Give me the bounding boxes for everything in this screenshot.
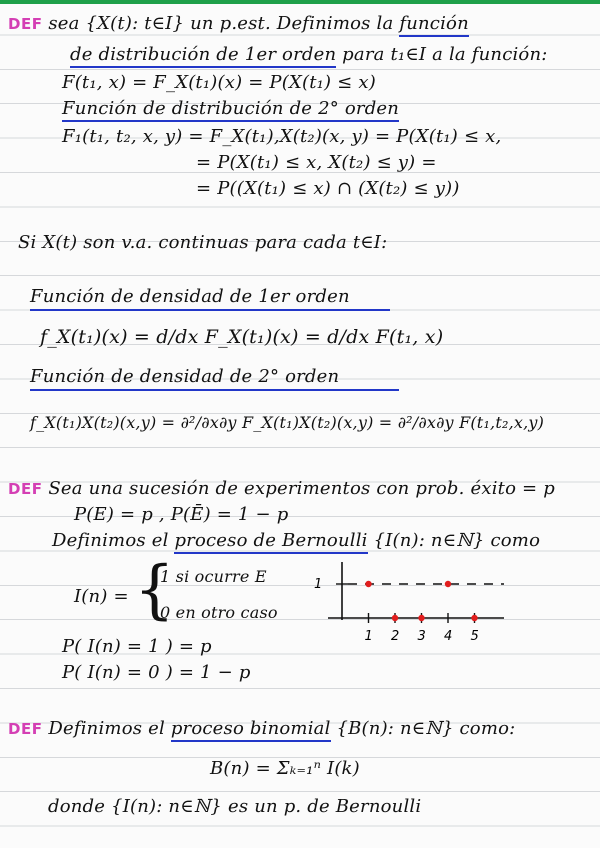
data-point — [365, 581, 371, 587]
underlined-term: proceso de Bernoulli — [174, 530, 367, 554]
heading-cdf-2 — [62, 98, 399, 120]
formula-binomial: B(n) = Σₖ₌₁ⁿ I(k) — [210, 758, 360, 779]
formula-cdf-2-line-1: F₁(t₁, t₂, x, y) = F_X(t₁),X(t₂)(x, y) = P(X(t₁) ≤ x, — [62, 126, 502, 147]
def-line-1 — [8, 13, 469, 35]
x-tick-label: 2 — [391, 629, 400, 644]
x-tick-label: 4 — [444, 629, 453, 644]
prob-one: P( I(n) = 1 ) = p — [62, 636, 212, 657]
case-2: 0 en otro caso — [160, 603, 278, 622]
def-tag: DEF — [8, 720, 43, 738]
text: {I(n): n∈ℕ} como — [373, 530, 541, 551]
formula-cdf-2-line-3: = P((X(t₁) ≤ x) ∩ (X(t₂) ≤ y)) — [196, 178, 460, 199]
data-points — [365, 581, 477, 621]
def-line-bernoulli-1 — [8, 478, 555, 500]
continuous-intro: Si X(t) son v.a. continuas para cada t∈I: — [18, 232, 388, 253]
data-point — [445, 581, 451, 587]
underlined-heading: Función de distribución de 2° orden — [62, 98, 399, 122]
data-point — [392, 615, 398, 621]
top-bar — [0, 0, 600, 4]
def-line-2 — [70, 44, 548, 66]
heading-pdf-1 — [30, 286, 390, 311]
data-point — [471, 615, 477, 621]
prob-event: P(E) = p , P(Ē) = 1 − p — [74, 504, 289, 525]
underlined-term: de distribución de 1er orden — [70, 44, 336, 68]
def-tag: DEF — [8, 15, 43, 33]
def-tag: DEF — [8, 480, 43, 498]
text: para t₁∈I a la función: — [342, 44, 548, 65]
x-tick-label: 5 — [470, 629, 479, 644]
y-tick-label: 1 — [314, 577, 323, 592]
bernoulli-lhs: I(n) = — [74, 586, 129, 607]
prob-zero: P( I(n) = 0 ) = 1 − p — [62, 662, 251, 683]
left-brace-icon: { — [134, 553, 175, 627]
underlined-heading: Función de densidad de 2° orden — [30, 366, 399, 391]
def-line-bernoulli-3 — [52, 530, 540, 552]
x-tick-label: 3 — [417, 629, 426, 644]
underlined-term: proceso binomial — [171, 718, 331, 742]
formula-cdf-1: F(t₁, x) = F_X(t₁)(x) = P(X(t₁) ≤ x) — [62, 72, 376, 93]
bernoulli-sample-chart — [308, 558, 508, 648]
heading-pdf-2 — [30, 366, 399, 391]
text: Definimos el — [52, 530, 169, 551]
formula-pdf-1: f_X(t₁)(x) = d/dx F_X(t₁)(x) = d/dx F(t₁, x) — [40, 326, 444, 348]
text: Definimos el — [48, 718, 165, 739]
case-1: 1 si ocurre E — [160, 567, 267, 586]
text: Sea una sucesión de experimentos con prob. éxito = p — [48, 478, 555, 499]
text: {B(n): n∈ℕ} como: — [336, 718, 516, 739]
def-line-binomial-3: donde {I(n): n∈ℕ} es un p. de Bernoulli — [48, 796, 422, 817]
x-tick-label: 1 — [364, 629, 373, 644]
underlined-term: función — [399, 13, 469, 37]
formula-pdf-2: f_X(t₁)X(t₂)(x,y) = ∂²/∂x∂y F_X(t₁)X(t₂)(x,y) = ∂²/∂x∂y F(t₁,t₂,x,y) — [30, 413, 545, 432]
underlined-heading: Función de densidad de 1er orden — [30, 286, 390, 311]
formula-cdf-2-line-2: = P(X(t₁) ≤ x, X(t₂) ≤ y) = — [196, 152, 437, 173]
data-point — [418, 615, 424, 621]
text: sea {X(t): t∈I} un p.est. Definimos la — [48, 13, 394, 34]
def-line-binomial-1 — [8, 718, 515, 740]
